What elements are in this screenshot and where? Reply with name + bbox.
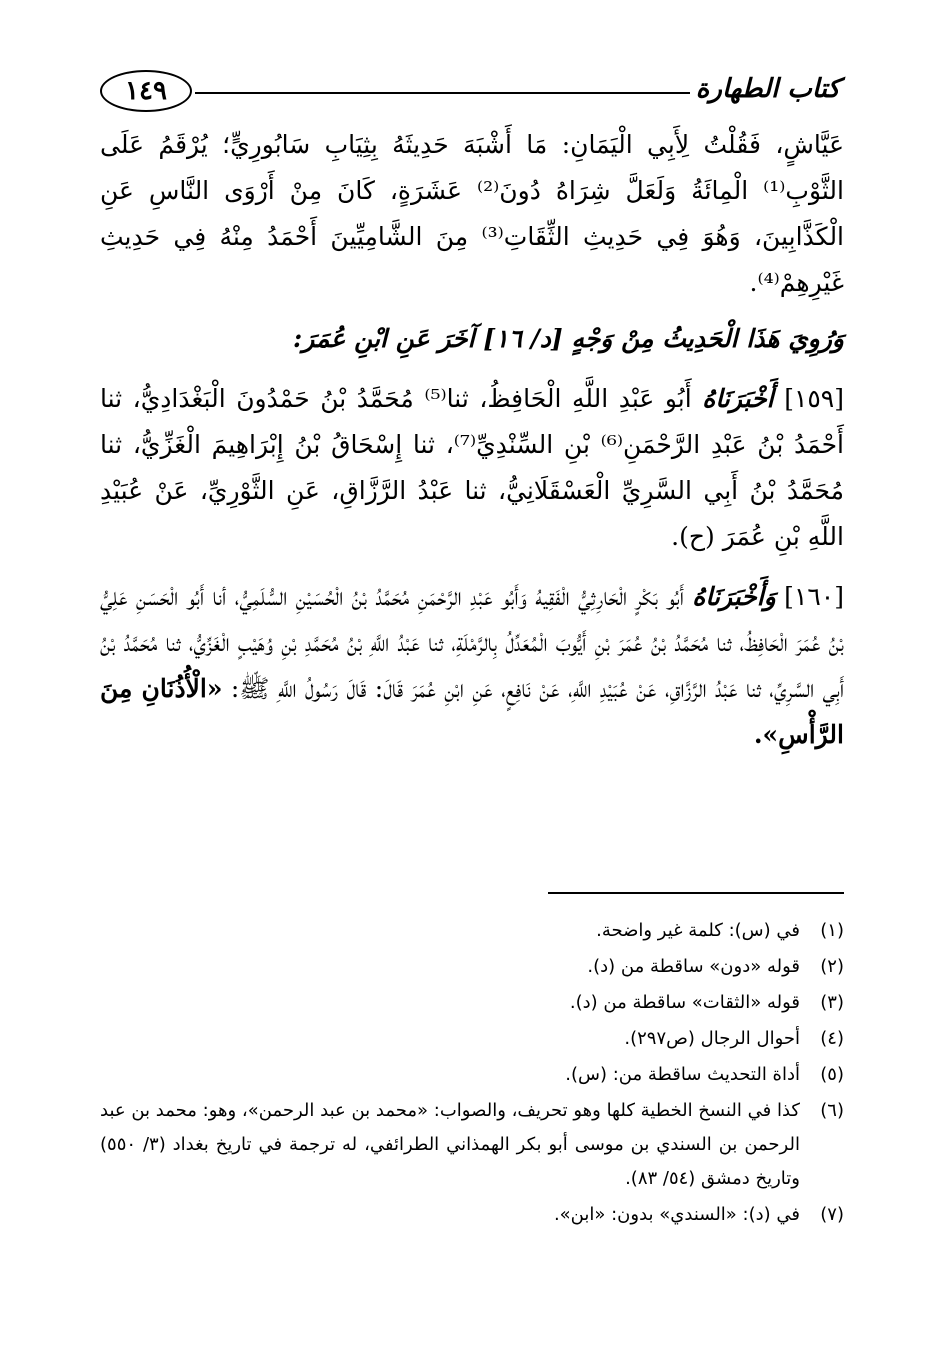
paragraph-continuation: عَيَّاشٍ، فَقُلْتُ لِأَبِي الْيَمَانِ: مَا أَشْبَهَ حَدِيثَهُ بِثِيَابِ سَابُورِيٍّ؛ يُرْقَمُ عَلَى الثَّوْبِ⁽¹⁾ الْمِائَةُ وَلَعَلَّ شِرَاهُ دُونَ⁽²⁾ عَشَرَةٍ، كَانَ مِنْ أَرْوَى النَّاسِ عَنِ الْكَذَّابِينَ، وَهُوَ فِي حَدِيثِ الثِّقَاتِ⁽³⁾ مِنَ الشَّامِيِّينَ أَحْمَدُ مِنْهُ فِي حَدِيثِ غَيْرِهِمْ⁽⁴⁾. [100,130,845,297]
chapter-title: كتاب الطهارة [695,74,840,104]
page-number: ١٤٩ [100,70,192,112]
hadith-159 [100,376,844,560]
hadith-160 [100,574,844,758]
hadith-159-lead: أَخْبَرَنَاهُ [702,384,774,413]
page-header [100,70,840,118]
footnote-text: في (د): «السندي» بدون: «ابن». [553,1204,800,1225]
footnote-item [100,1022,844,1056]
footnote-text: في (س): كلمة غير واضحة. [596,920,800,941]
footnote-item [100,1094,844,1196]
footnote-separator [548,892,844,894]
hadith-number-159: [١٥٩] [784,384,845,413]
footnote-text: قوله «الثقات» ساقطة من (د). [569,992,800,1013]
hadith-number-160: [١٦٠] [784,582,844,611]
footnote-text: أحوال الرجال (ص٢٩٧). [624,1028,800,1049]
hadith-160-text: أَبُو بَكْرٍ الْحَارِثِيُّ الْفَقِيهُ وَأَبُو عَبْدِ الرَّحْمَنِ مُحَمَّدُ بْنُ الْحُسَيْنِ السُّلَمِيُّ، أنا أَبُو الْحَسَنِ عَلِيُّ بْنُ عُمَرَ الْحَافِظُ، ثنا مُحَمَّدُ بْنُ عُمَرَ بْنِ أَيُّوبَ الْمُعَدِّلُ بِالرَّمْلَةِ، ثنا عَبْدُ اللَّهِ بْنُ مُحَمَّدِ بْنِ وُهَيْبٍ الْغَزِّيُّ، ثنا مُحَمَّدُ بْنُ أَبِي السَّرِيِّ، ثنا عَبْدُ الرَّزَّاقِ، عَنْ عُبَيْدِ اللَّهِ، عَنْ نَافِعٍ، عَنِ ابْنِ عُمَرَ قَالَ: قَالَ رَسُولُ اللَّهِ ﷺ: [100,582,844,703]
section-heading: وَرُوِيَ هَذَا الْحَدِيثُ مِنْ وَجْهٍ [د/ ١٦] آخَرَ عَنِ ابْنِ عُمَرَ: [292,324,844,353]
footnote-item [100,1058,844,1092]
footnotes [100,914,844,1234]
footnote-number: (١) [820,920,844,941]
footnote-number: (٦) [820,1100,844,1121]
footnote-text: كذا في النسخ الخطية كلها وهو تحريف، والصواب: «محمد بن عبد الرحمن»، وهو: محمد بن عبد الرحمن بن السندي بن موسى أبو بكر الهمذاني الطرائفي، له ترجمة في تاريخ بغداد (٣/ ٥٥٠) وتاريخ دمشق (٥٤/ ٨٣). [100,1100,800,1189]
main-text [100,122,844,758]
footnote-item [100,914,844,948]
hadith-160-lead: وَأَخْبَرَنَاهُ [692,582,776,611]
hadith-159-text: أَبُو عَبْدِ اللَّهِ الْحَافِظُ، ثنا⁽⁵⁾ مُحَمَّدُ بْنُ حَمْدُونَ الْبَغْدَادِيُّ، ثنا أَحْمَدُ بْنُ عَبْدِ الرَّحْمَنِ⁽⁶⁾ بْنِ السِّنْدِيِّ⁽⁷⁾، ثنا إِسْحَاقُ بْنُ إِبْرَاهِيمَ الْغَزِّيُّ، ثنا مُحَمَّدُ بْنُ أَبِي السَّرِيِّ الْعَسْقَلَانِيُّ، ثنا عَبْدُ الرَّزَّاقِ، عَنِ الثَّوْرِيِّ، عَنْ عُبَيْدِ اللَّهِ بْنِ عُمَرَ (ح). [100,384,844,551]
hadith-160-matn: «الْأُذُنَانِ مِنَ الرَّأْسِ». [100,674,844,749]
footnote-text: أداة التحديث ساقطة من: (س). [565,1064,800,1085]
footnote-item [100,986,844,1020]
footnote-number: (٣) [820,992,844,1013]
header-rule [195,92,690,94]
footnote-number: (٢) [820,956,844,977]
footnote-item [100,1198,844,1232]
footnote-item [100,950,844,984]
footnote-number: (٧) [820,1204,844,1225]
footnote-text: قوله «دون» ساقطة من (د). [587,956,800,977]
footnote-number: (٤) [820,1028,844,1049]
footnote-number: (٥) [820,1064,844,1085]
